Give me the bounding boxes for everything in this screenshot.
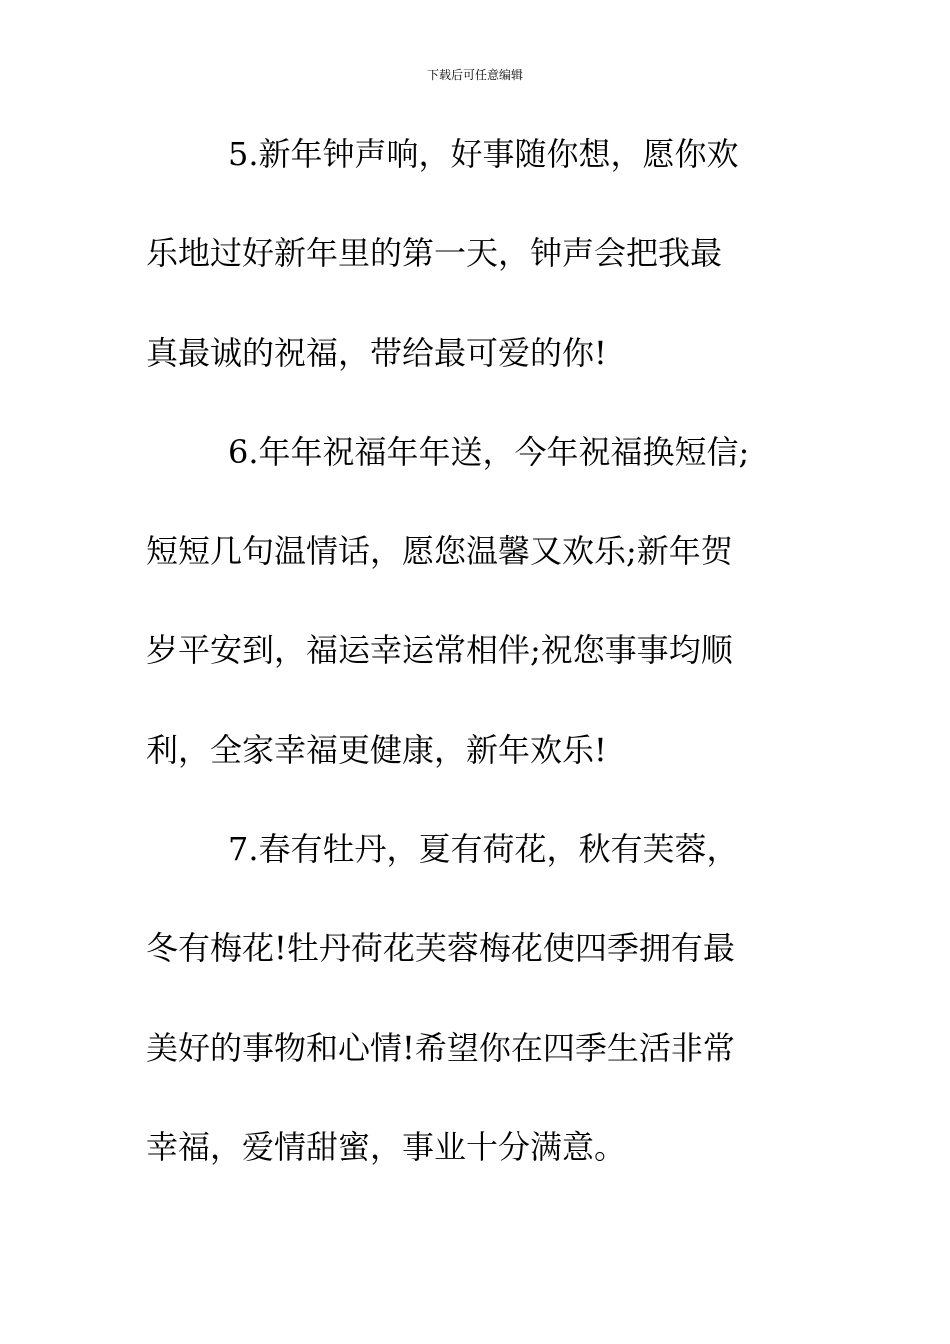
paragraph-line: 短短几句温情话，愿您温馨又欢乐;新年贺 [146, 532, 733, 571]
paragraph-6 [146, 424, 826, 821]
paragraph-7 [146, 821, 826, 1218]
paragraph-line: 乐地过好新年里的第一天，钟声会把我最 [146, 234, 723, 273]
document-body [146, 126, 826, 1218]
paragraph-line: 幸福，爱情甜蜜，事业十分满意。 [146, 1127, 627, 1166]
paragraph-line: 岁平安到，福运幸运常相伴;祝您事事均顺 [146, 631, 733, 670]
paragraph-line: 美好的事物和心情!希望你在四季生活非常 [146, 1028, 735, 1067]
paragraph-line: 冬有梅花!牡丹荷花芙蓉梅花使四季拥有最 [146, 929, 735, 968]
paragraph-line: 7.春有牡丹，夏有荷花，秋有芙蓉， [228, 830, 739, 869]
paragraph-line: 真最诚的祝福，带给最可爱的你! [146, 333, 607, 372]
paragraph-line: 5.新年钟声响，好事随你想，愿你欢 [228, 135, 739, 173]
page-header: 下载后可任意编辑 [426, 68, 523, 82]
paragraph-line: 6.年年祝福年年送，今年祝福换短信; [228, 432, 750, 471]
paragraph-line: 利，全家幸福更健康，新年欢乐! [146, 730, 607, 769]
paragraph-5 [146, 126, 826, 424]
